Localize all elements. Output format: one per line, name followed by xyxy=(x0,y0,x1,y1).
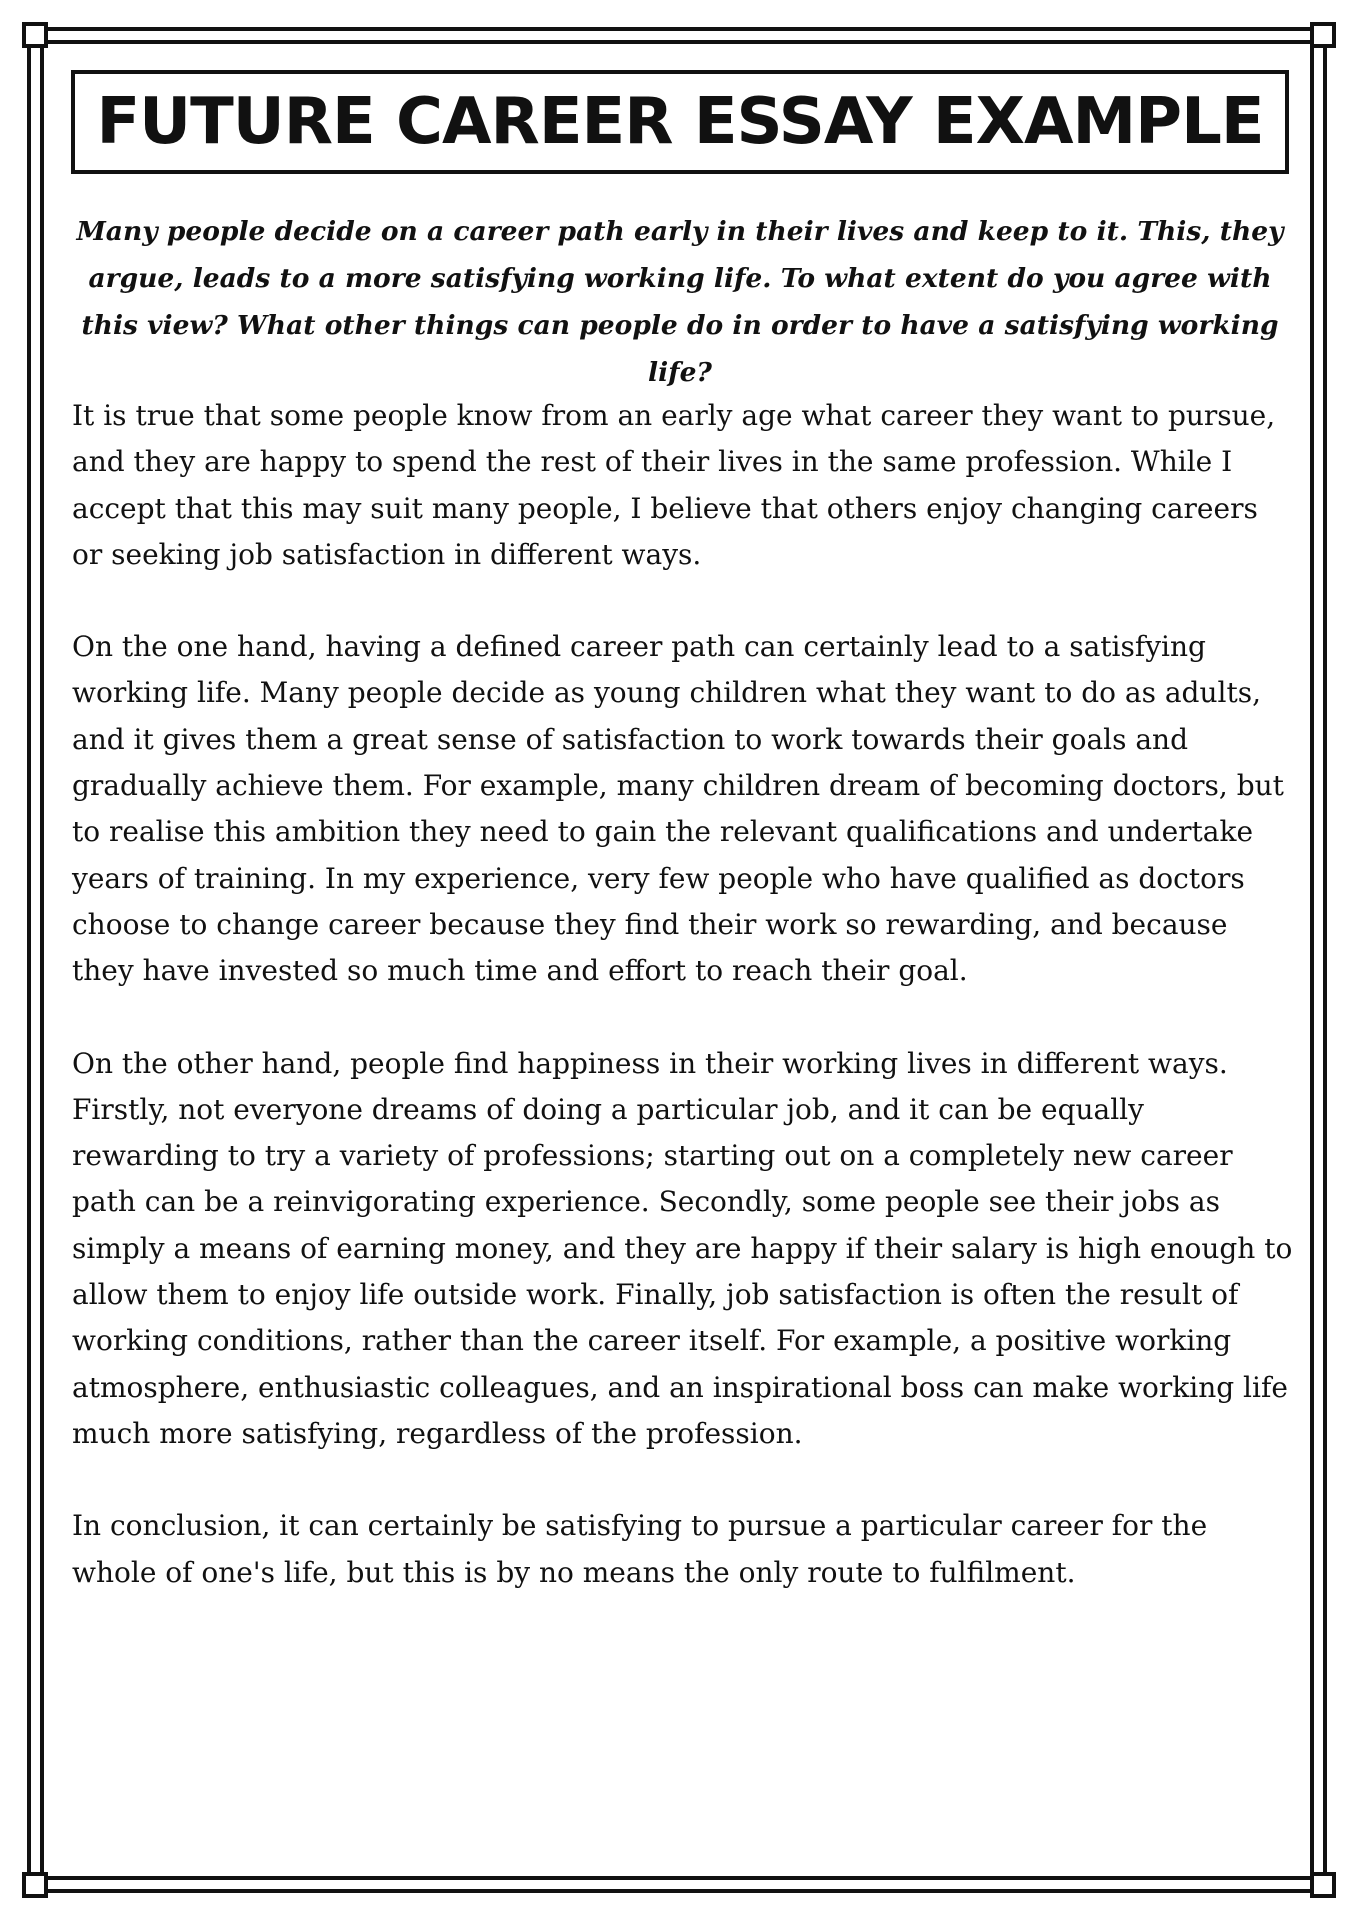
essay-prompt: Many people decide on a career path early in their lives and keep to it. This, they argue, leads to a more satisfying working life. To what extent do you agree with this view? What other things can people do in order to have a satisfying working life? xyxy=(76,216,1284,388)
title-box xyxy=(71,70,1289,174)
page-title: FUTURE CAREER ESSAY EXAMPLE xyxy=(96,85,1264,159)
essay-paragraph-body-1: On the one hand, having a defined career path can certainly lead to a satisfying working life. Many people decide as young children what they want to do as adults, and it gives them a great sense of satisfaction to work towards their goals and gradually achieve them. For example, many children dream of becoming doctors, but to realise this ambition they need to gain the relevant qualifications and undertake years of training. In my experience, very few people who have qualified as doctors choose to change career because they find their work so rewarding, and because they have invested so much time and effort to reach their goal. xyxy=(72,630,1284,988)
corner-ornament-top-right xyxy=(1310,22,1336,48)
corner-ornament-top-left xyxy=(22,22,48,48)
essay-paragraph-conclusion: In conclusion, it can certainly be satisfying to pursue a particular career for the whole of one's life, but this is by no means the only route to fulfilment. xyxy=(72,1509,1208,1589)
corner-ornament-bottom-right xyxy=(1310,1872,1336,1898)
essay-body xyxy=(72,393,1294,1642)
essay-paragraph-intro: It is true that some people know from an early age what career they want to pursue, and they are happy to spend the rest of their lives in the same profession. While I accept that this may suit many people, I believe that others enjoy changing careers or seeking job satisfaction in different ways. xyxy=(72,399,1276,571)
corner-ornament-bottom-left xyxy=(22,1872,48,1898)
essay-paragraph-body-2: On the other hand, people find happiness in their working lives in different ways. Firstly, not everyone dreams of doing a particular job, and it can be equally rewarding to try a variety of professions; starting out on a completely new career path can be a reinvigorating experience. Secondly, some people see their jobs as simply a means of earning money, and they are happy if their salary is high enough to allow them to enjoy life outside work. Finally, job satisfaction is often the result of working conditions, rather than the career itself. For example, a positive working atmosphere, enthusiastic colleagues, and an inspirational boss can make working life much more satisfying, regardless of the profession. xyxy=(72,1046,1293,1450)
